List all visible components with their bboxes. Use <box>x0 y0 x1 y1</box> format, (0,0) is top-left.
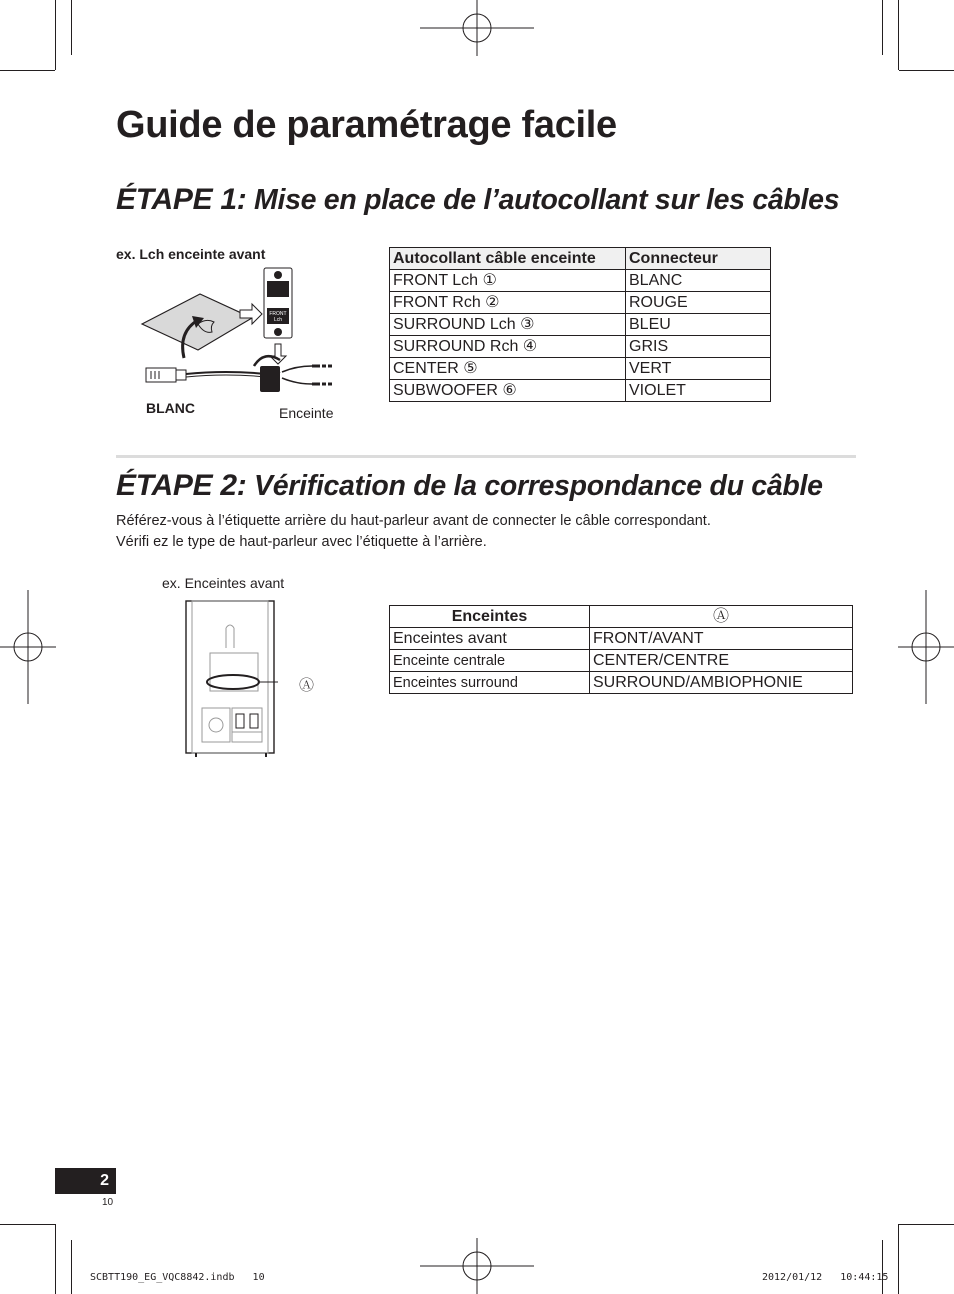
speaker-rear-illustration <box>182 598 278 758</box>
step2-example-caption: ex. Enceintes avant <box>162 575 285 591</box>
footer-timestamp: 2012/01/12 10:44:15 <box>762 1272 889 1283</box>
table-cell: Enceinte centrale <box>390 650 590 672</box>
step1-example-caption: ex. Lch enceinte avant <box>116 246 266 262</box>
step2-label: ÉTAPE 2: <box>116 469 247 502</box>
step1-title: Mise en place de l’autocollant sur les câbles <box>254 184 840 216</box>
table-cell: SURROUND Rch ④ <box>390 336 626 358</box>
page-number: 2 <box>55 1168 116 1194</box>
table-cell: GRIS <box>626 336 771 358</box>
table-cell: SUBWOOFER ⑥ <box>390 380 626 402</box>
enceinte-label: Enceinte <box>279 405 334 421</box>
footer-file-name: SCBTT190_EG_VQC8842.indb 10 <box>90 1272 265 1283</box>
table-row <box>390 314 771 336</box>
table-header: Ⓐ <box>590 606 853 628</box>
table-cell: CENTER/CENTRE <box>590 650 853 672</box>
registration-mark-left <box>0 590 56 704</box>
table-cell: FRONT Rch ② <box>390 292 626 314</box>
table-cell: Enceintes surround <box>390 672 590 694</box>
table-row <box>390 270 771 292</box>
table-cell: FRONT Lch ① <box>390 270 626 292</box>
registration-mark-right <box>898 590 954 704</box>
sticker-cable-illustration <box>140 266 340 396</box>
table-row <box>390 672 853 694</box>
step1-label: ÉTAPE 1: <box>116 183 247 216</box>
table-row <box>390 358 771 380</box>
table-row <box>390 650 853 672</box>
sticker-text-top: FRONT <box>269 311 287 317</box>
table-header-row <box>390 606 853 628</box>
callout-a-label: Ⓐ <box>299 677 315 694</box>
registration-mark-bottom <box>420 1238 534 1294</box>
table-row <box>390 380 771 402</box>
section-divider <box>116 455 856 458</box>
speaker-type-table <box>389 605 853 694</box>
table-cell: VIOLET <box>626 380 771 402</box>
table-cell: BLEU <box>626 314 771 336</box>
step2-title: Vérification de la correspondance du câble <box>254 470 823 502</box>
step2-paragraph-line1: Référez-vous à l’étiquette arrière du haut-parleur avant de connecter le câble correspondant. <box>116 513 711 529</box>
table-cell: ROUGE <box>626 292 771 314</box>
table-header-row <box>390 248 771 270</box>
table-header: Connecteur <box>626 248 771 270</box>
table-header: Autocollant câble enceinte <box>390 248 626 270</box>
cable-sticker-table <box>389 247 771 402</box>
table-row <box>390 336 771 358</box>
page-sub-number: 10 <box>102 1197 114 1208</box>
sticker-text-bottom: Lch <box>273 317 283 323</box>
table-header: Enceintes <box>390 606 590 628</box>
table-cell: SURROUND Lch ③ <box>390 314 626 336</box>
table-cell: SURROUND/AMBIOPHONIE <box>590 672 853 694</box>
registration-mark-top <box>420 0 534 56</box>
table-row <box>390 628 853 650</box>
step2-heading <box>116 469 823 503</box>
table-cell: Enceintes avant <box>390 628 590 650</box>
table-cell: VERT <box>626 358 771 380</box>
step2-paragraph-line2: Vérifi ez le type de haut-parleur avec l’étiquette à l’arrière. <box>116 534 487 550</box>
table-row <box>390 292 771 314</box>
step1-heading <box>116 183 839 217</box>
page-title: Guide de paramétrage facile <box>116 104 617 146</box>
table-cell: BLANC <box>626 270 771 292</box>
table-cell: CENTER ⑤ <box>390 358 626 380</box>
table-cell: FRONT/AVANT <box>590 628 853 650</box>
blanc-label: BLANC <box>146 400 195 416</box>
